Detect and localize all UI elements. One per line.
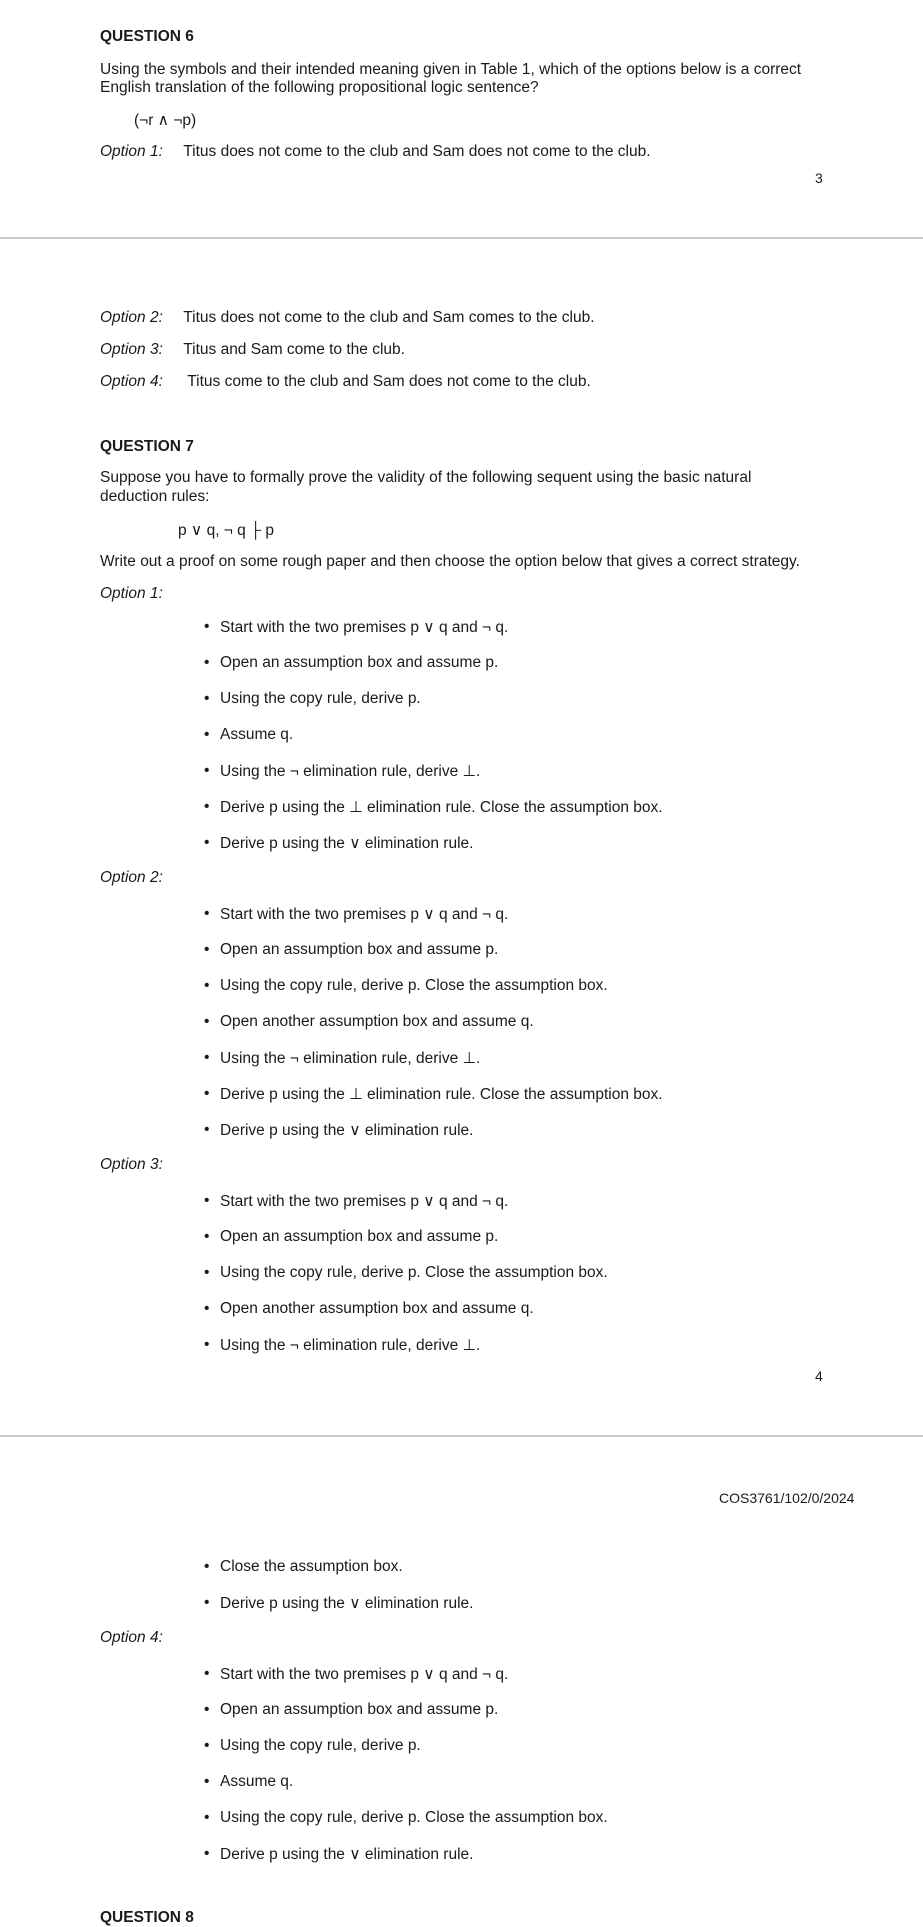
page-separator-2 — [0, 1435, 923, 1437]
question-7-sequent: p ∨ q, ¬ q ├ p — [178, 522, 275, 539]
q6-option-3-text: Titus and Sam come to the club. — [183, 341, 405, 358]
q7-option-1-step-1: • Start with the two premises p ∨ q and ¬ q. — [220, 618, 508, 637]
q7-option-1-step-2: • Open an assumption box and assume p. — [220, 654, 498, 672]
q7-option-4-label: Option 4: — [100, 1629, 163, 1646]
q7-option-3-step-5: • Using the ¬ elimination rule, derive ⊥. — [220, 1336, 480, 1355]
q6-option-1-label: Option 1: — [100, 143, 163, 160]
q7-option-1-label: Option 1: — [100, 585, 163, 602]
q7-option-1-step-5: • Using the ¬ elimination rule, derive ⊥. — [220, 762, 480, 781]
question-6-text-line1: Using the symbols and their intended meaning given in Table 1, which of the options below is a correct — [100, 61, 802, 78]
q7-option-1-step-6: • Derive p using the ⊥ elimination rule. Close the assumption box. — [220, 798, 663, 817]
q7-option-3-label: Option 3: — [100, 1156, 163, 1173]
q6-option-1 — [100, 143, 651, 161]
q6-option-3-label: Option 3: — [100, 341, 163, 358]
q7-option-3-step-2: • Open an assumption box and assume p. — [220, 1228, 498, 1246]
q7-option-3-step-7: • Derive p using the ∨ elimination rule. — [220, 1594, 473, 1613]
course-code-header: COS3761/102/0/2024 — [719, 1490, 855, 1506]
q7-option-2-step-5: • Using the ¬ elimination rule, derive ⊥. — [220, 1049, 480, 1068]
q7-option-1-step-3: • Using the copy rule, derive p. — [220, 690, 421, 708]
q6-option-2-label: Option 2: — [100, 309, 163, 326]
q6-option-1-text: Titus does not come to the club and Sam does not come to the club. — [183, 143, 651, 160]
q7-option-4-step-4: • Assume q. — [220, 1773, 293, 1791]
question-8-heading: QUESTION 8 — [100, 1909, 194, 1926]
question-6-formula: (¬r ∧ ¬p) — [134, 112, 197, 129]
q7-option-2-step-1: • Start with the two premises p ∨ q and ¬ q. — [220, 905, 508, 924]
q7-option-4-step-3: • Using the copy rule, derive p. — [220, 1737, 421, 1755]
q7-option-2-step-6: • Derive p using the ⊥ elimination rule. Close the assumption box. — [220, 1085, 663, 1104]
q7-option-4-step-1: • Start with the two premises p ∨ q and ¬ q. — [220, 1665, 508, 1684]
page-number-3: 3 — [815, 170, 823, 186]
question-6-text-line2: English translation of the following propositional logic sentence? — [100, 79, 539, 96]
page-separator-1 — [0, 237, 923, 239]
q7-option-2-step-7: • Derive p using the ∨ elimination rule. — [220, 1121, 473, 1140]
question-7-text-line1: Suppose you have to formally prove the validity of the following sequent using the basic natural — [100, 469, 752, 486]
q6-option-3 — [100, 341, 405, 359]
question-7-heading: QUESTION 7 — [100, 438, 194, 455]
question-6-heading: QUESTION 6 — [100, 28, 194, 45]
q6-option-2-text: Titus does not come to the club and Sam comes to the club. — [183, 309, 595, 326]
q6-option-2 — [100, 309, 595, 327]
q7-option-1-step-7: • Derive p using the ∨ elimination rule. — [220, 834, 473, 853]
question-7-text-line2: deduction rules: — [100, 488, 210, 505]
q6-option-4-text: Titus come to the club and Sam does not come to the club. — [187, 373, 591, 390]
q7-option-2-step-4: • Open another assumption box and assume q. — [220, 1013, 534, 1031]
page-number-4: 4 — [815, 1368, 823, 1384]
q7-option-3-step-1: • Start with the two premises p ∨ q and ¬ q. — [220, 1192, 508, 1211]
q7-option-3-step-3: • Using the copy rule, derive p. Close the assumption box. — [220, 1264, 608, 1282]
q7-option-1-step-4: • Assume q. — [220, 726, 293, 744]
q7-option-2-step-2: • Open an assumption box and assume p. — [220, 941, 498, 959]
q7-option-4-step-2: • Open an assumption box and assume p. — [220, 1701, 498, 1719]
q7-option-3-step-6: • Close the assumption box. — [220, 1558, 403, 1576]
q7-option-2-label: Option 2: — [100, 869, 163, 886]
q6-option-4 — [100, 373, 591, 391]
q7-option-3-step-4: • Open another assumption box and assume q. — [220, 1300, 534, 1318]
q7-option-4-step-5: • Using the copy rule, derive p. Close the assumption box. — [220, 1809, 608, 1827]
q7-option-4-step-6: • Derive p using the ∨ elimination rule. — [220, 1845, 473, 1864]
q6-option-4-label: Option 4: — [100, 373, 163, 390]
question-7-instruction: Write out a proof on some rough paper and then choose the option below that gives a correct strategy. — [100, 553, 800, 570]
q7-option-2-step-3: • Using the copy rule, derive p. Close the assumption box. — [220, 977, 608, 995]
